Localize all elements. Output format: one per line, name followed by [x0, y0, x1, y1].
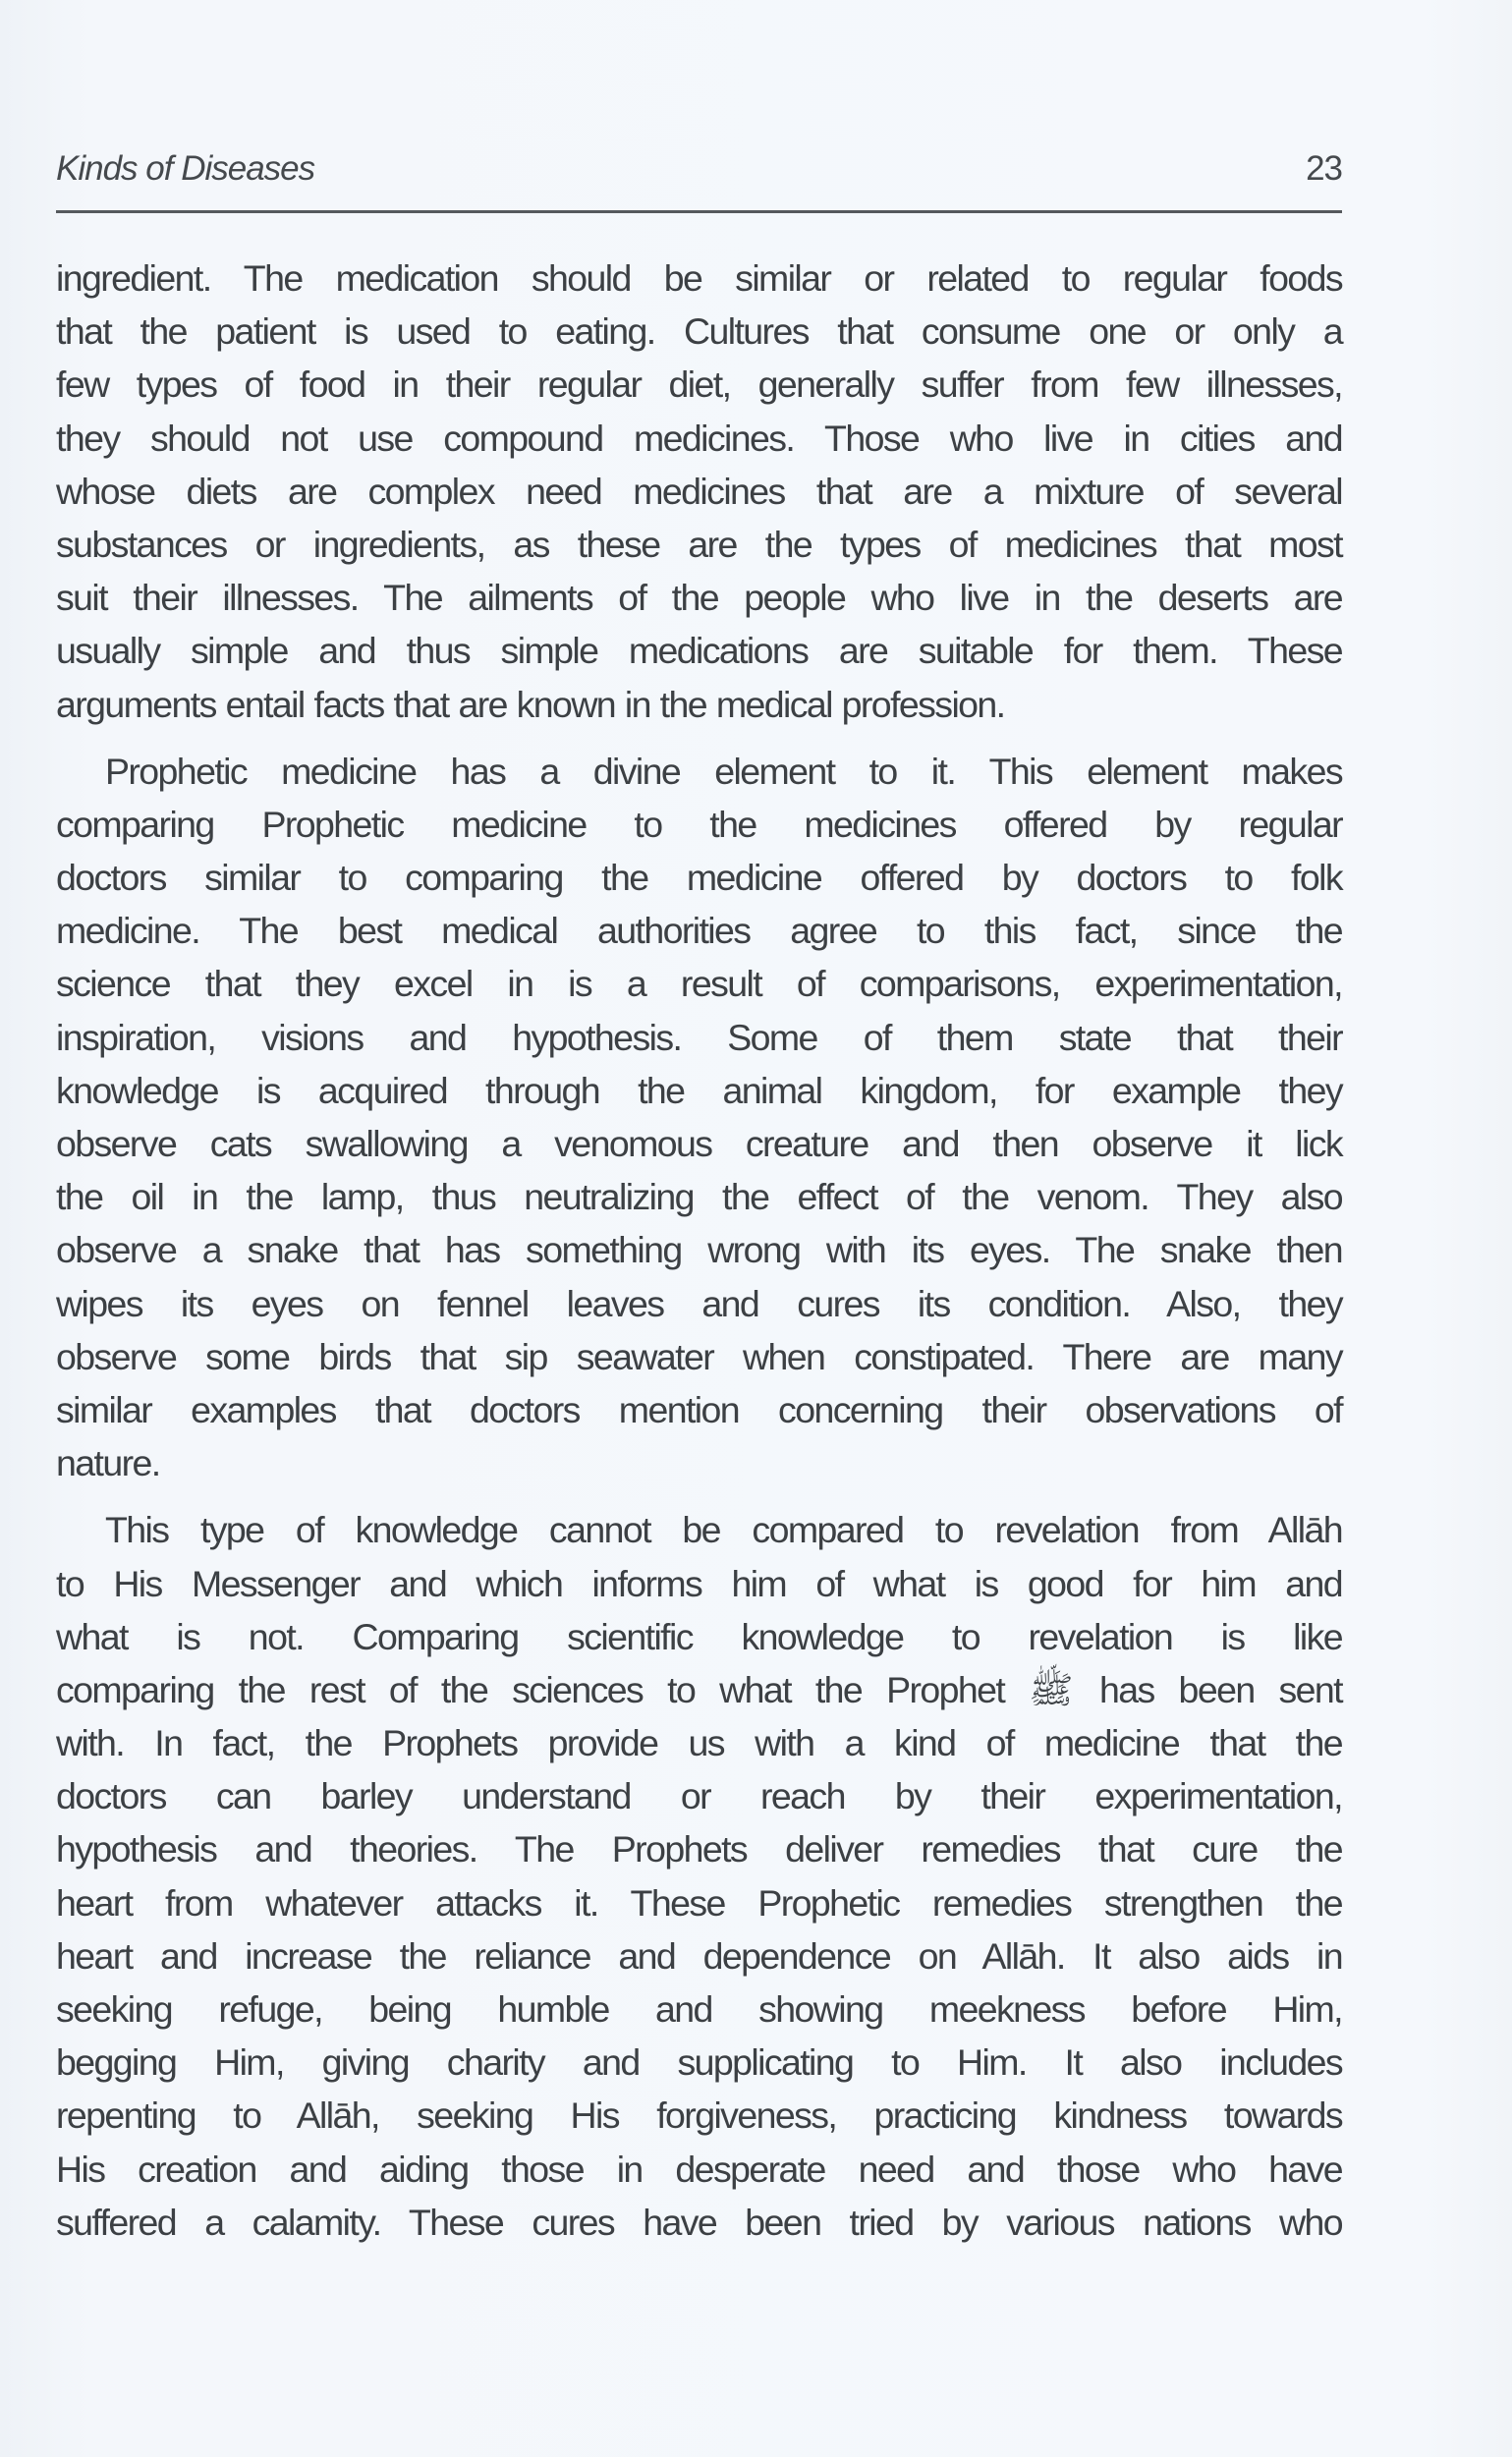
text-line: that the patient is used to eating. Cultures that consume one or only a — [56, 310, 1342, 353]
text-line: medicine. The best medical authorities agree to this fact, since the — [56, 910, 1342, 952]
text-line: Prophetic medicine has a divine element to it. This element makes — [105, 750, 1342, 792]
running-title: Kinds of Diseases — [56, 149, 315, 188]
text-line: usually simple and thus simple medications are suitable for them. These — [56, 630, 1342, 672]
text-line: seeking refuge, being humble and showing meekness before Him, — [56, 1988, 1342, 2030]
text-line: comparing Prophetic medicine to the medicines offered by regular — [56, 803, 1342, 845]
text-line: comparing the rest of the sciences to what the Prophet ﷺ has been sent — [56, 1668, 1342, 1710]
text-line: arguments entail facts that are known in the medical profession. — [56, 683, 1005, 725]
text-line: knowledge is acquired through the animal kingdom, for example they — [56, 1069, 1342, 1111]
text-line: heart from whatever attacks it. These Prophetic remedies strengthen the — [56, 1881, 1342, 1924]
page-number: 23 — [1306, 149, 1342, 188]
header-rule — [56, 210, 1342, 213]
text-line: hypothesis and theories. The Prophets deliver remedies that cure the — [56, 1828, 1342, 1871]
text-line: inspiration, visions and hypothesis. Some of them state that their — [56, 1016, 1342, 1058]
running-head — [56, 140, 1342, 189]
text-line: science that they excel in is a result of comparisons, experimentation, — [56, 963, 1342, 1005]
text-line: This type of knowledge cannot be compared to revelation from Allāh — [105, 1509, 1342, 1551]
text-line: the oil in the lamp, thus neutralizing the effect of the venom. They also — [56, 1176, 1342, 1218]
text-line: with. In fact, the Prophets provide us with a kind of medicine that the — [56, 1722, 1342, 1764]
text-line: observe cats swallowing a venomous creature and then observe it lick — [56, 1123, 1342, 1164]
text-line: they should not use compound medicines. Those who live in cities and — [56, 417, 1342, 459]
text-line: observe some birds that sip seawater when constipated. There are many — [56, 1335, 1342, 1377]
body-text — [56, 251, 1342, 2249]
text-line: similar examples that doctors mention concerning their observations of — [56, 1388, 1342, 1430]
paragraph-2 — [56, 745, 1342, 1490]
text-line: His creation and aiding those in desperate need and those who have — [56, 2148, 1342, 2190]
text-line: whose diets are complex need medicines that are a mixture of several — [56, 470, 1342, 512]
text-line: ingredient. The medication should be similar or related to regular foods — [56, 257, 1342, 299]
text-line: doctors can barley understand or reach by their experimentation, — [56, 1775, 1342, 1817]
text-line: wipes its eyes on fennel leaves and cures its condition. Also, they — [56, 1282, 1342, 1324]
text-line: doctors similar to comparing the medicine offered by doctors to folk — [56, 857, 1342, 899]
text-line: substances or ingredients, as these are the types of medicines that most — [56, 523, 1342, 565]
text-line: few types of food in their regular diet, generally suffer from few illnesses, — [56, 363, 1342, 406]
text-line: heart and increase the reliance and dependence on Allāh. It also aids in — [56, 1934, 1342, 1977]
text-line: what is not. Comparing scientific knowledge to revelation is like — [56, 1615, 1342, 1657]
text-line: nature. — [56, 1442, 160, 1484]
text-line: begging Him, giving charity and supplicating to Him. It also includes — [56, 2041, 1342, 2084]
text-line: to His Messenger and which informs him of what is good for him and — [56, 1562, 1342, 1604]
text-line: observe a snake that has something wrong with its eyes. The snake then — [56, 1229, 1342, 1271]
paragraph-1 — [56, 251, 1342, 731]
paragraph-3 — [56, 1503, 1342, 2249]
text-line: repenting to Allāh, seeking His forgiveness, practicing kindness towards — [56, 2094, 1342, 2137]
text-line: suit their illnesses. The ailments of the people who live in the deserts are — [56, 577, 1342, 619]
text-line: suffered a calamity. These cures have been tried by various nations who — [56, 2201, 1342, 2243]
